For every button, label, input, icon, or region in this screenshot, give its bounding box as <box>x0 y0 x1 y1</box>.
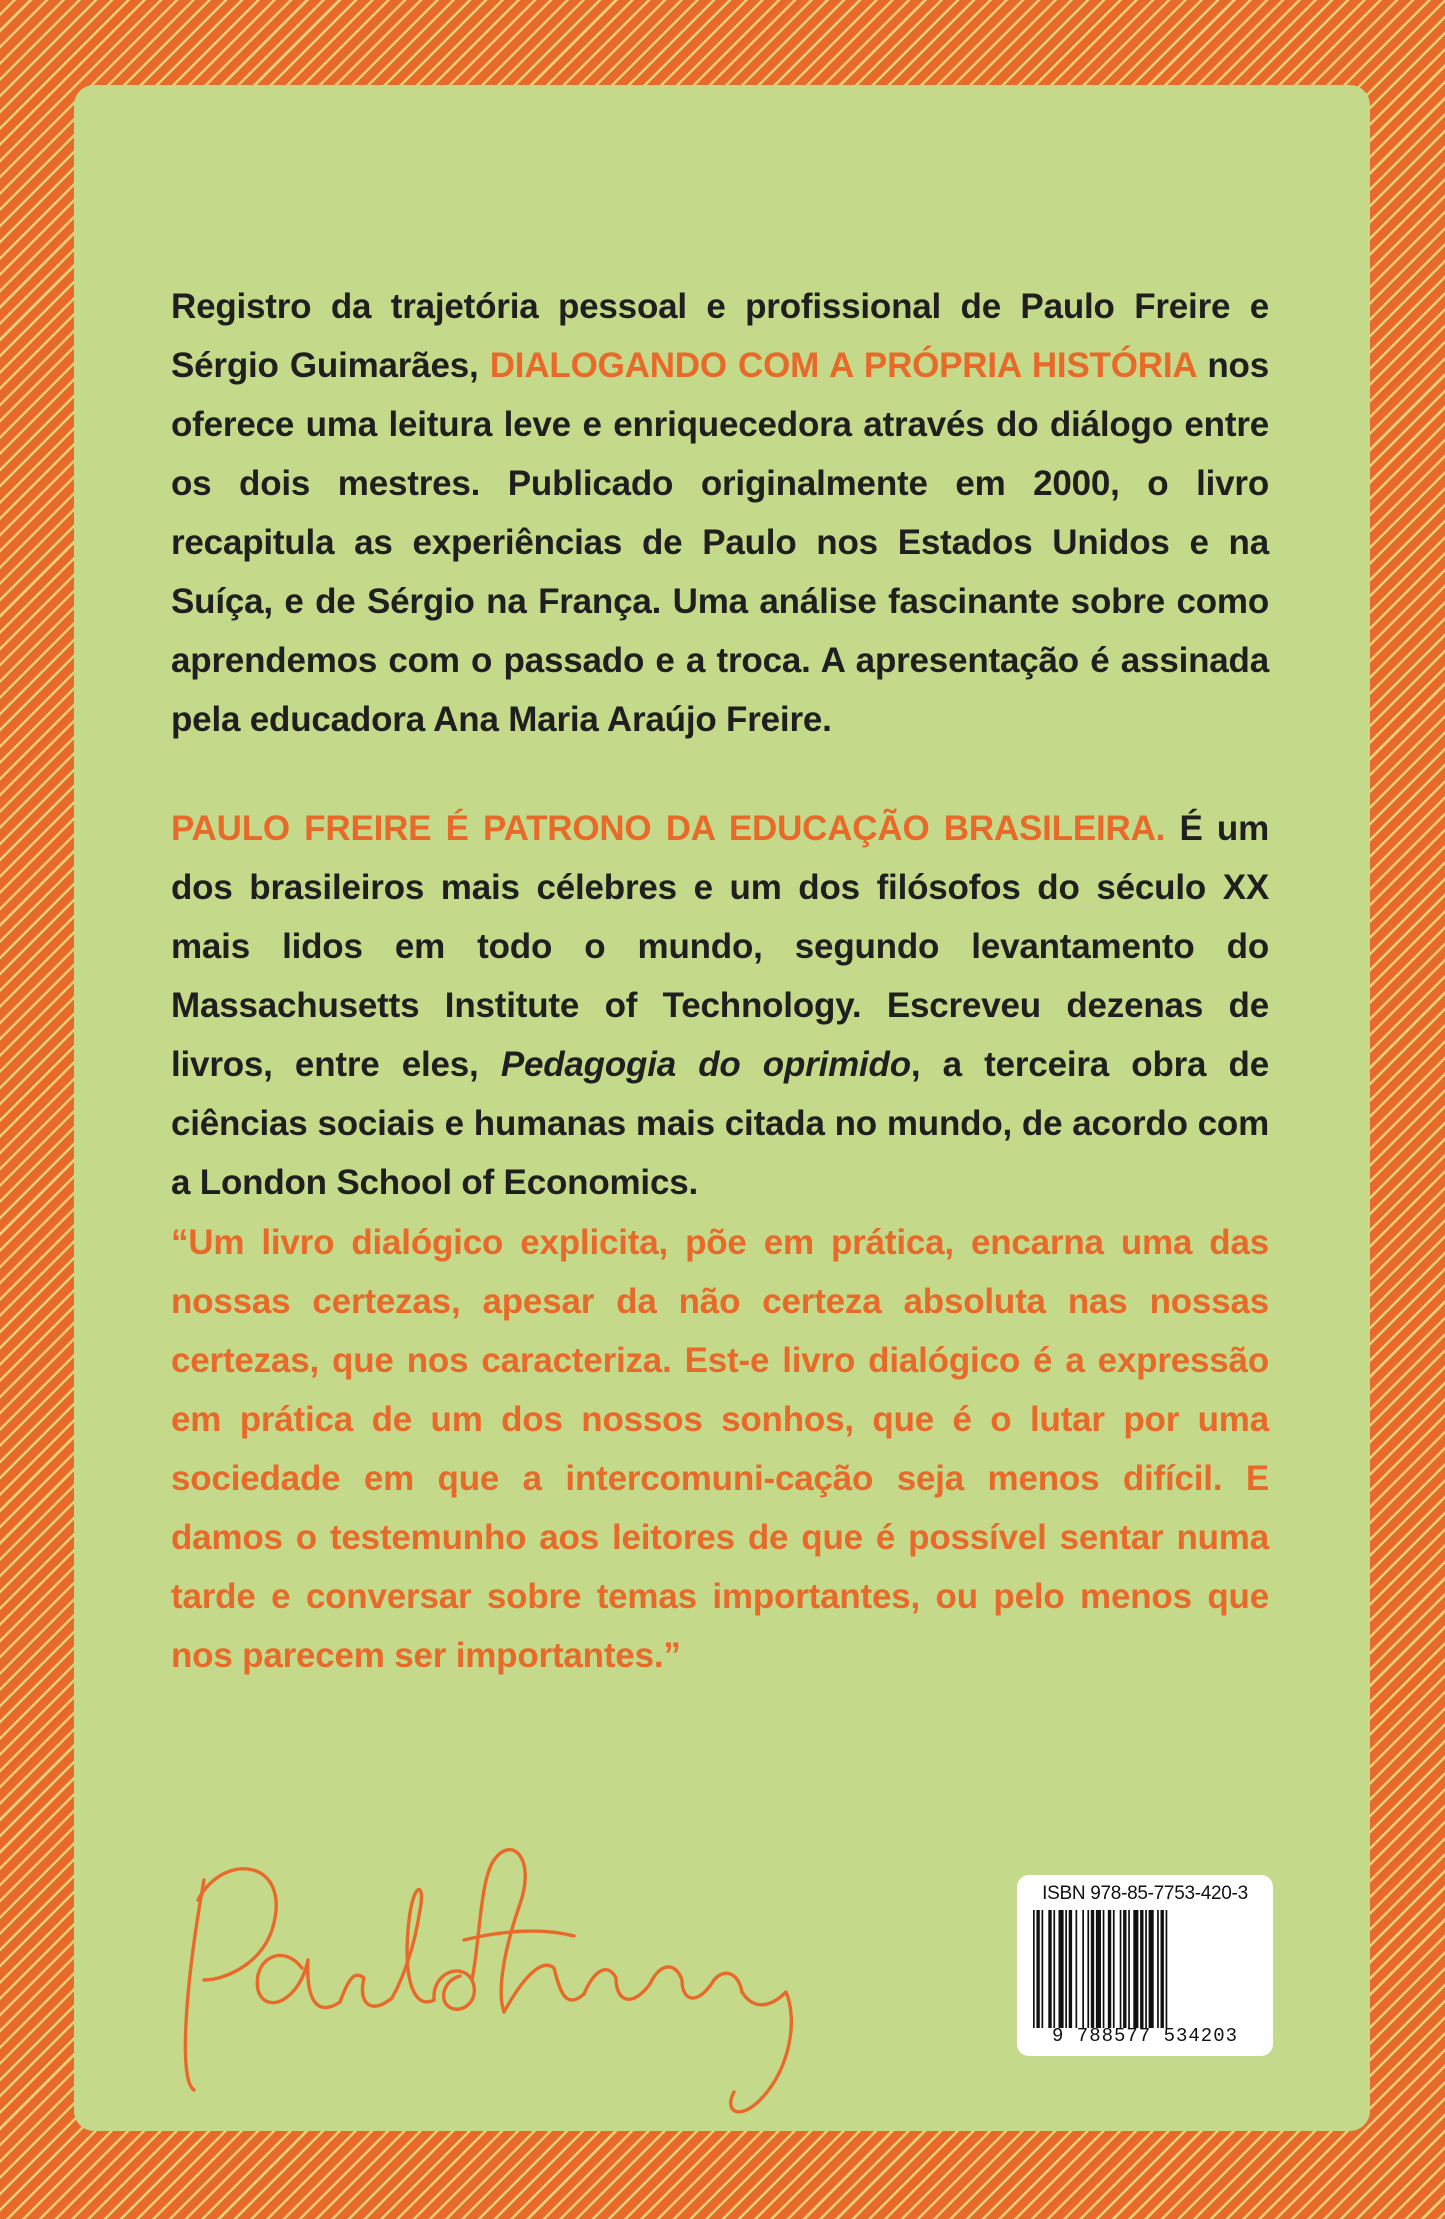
barcode-image <box>1031 1910 1259 2028</box>
author-paragraph <box>171 799 1269 1212</box>
patron-highlight: PAULO FREIRE É PATRONO DA EDUCAÇÃO BRASILEIRA. <box>171 809 1166 848</box>
isbn-barcode-box <box>1017 1875 1273 2056</box>
intro-text-start: Registro da trajetória pessoal e profissional de Paulo Freire e Sérgio Guimarães, <box>171 287 1269 385</box>
book-title-highlight: DIALOGANDO COM A PRÓPRIA HISTÓRIA <box>489 346 1197 385</box>
quote-paragraph: “Um livro dialógico explicita, põe em prática, encarna uma das nossas certezas, apesar da não certeza absoluta nas nossas certezas, que nos caracteriza. Est-e livro dialógico é a expressão em prática de um dos nossos sonhos, que é o lutar por uma sociedade em que a intercomuni-cação seja menos difícil. E damos o testemunho aos leitores de que é possível sentar numa tarde e conversar sobre temas importantes, ou pelo menos que nos parecem ser importantes.” <box>171 1223 1269 1675</box>
signature-image <box>164 1780 884 2160</box>
intro-paragraph <box>171 277 1269 749</box>
isbn-label: ISBN 978-85-7753-420-3 <box>1042 1883 1248 1904</box>
barcode-digits: 9 788577 534203 <box>1051 2025 1239 2047</box>
author-text-end: , a terceira obra de ciências sociais e humanas mais citada no mundo, de acordo com a London School of Economics. <box>171 1045 1269 1202</box>
book-reference-italic: Pedagogia do oprimido <box>500 1045 911 1084</box>
intro-text-end: nos oferece uma leitura leve e enriquecedora através do diálogo entre os dois mestres. Publicado originalmente em 2000, o livro recapitula as experiências de Paulo nos Estados Unidos e na Suíça, e de Sérgio na França. Uma análise fascinante sobre como aprendemos com o passado e a troca. A apresentação é assinada pela educadora Ana Maria Araújo Freire. <box>171 346 1269 739</box>
author-text-start: É um dos brasileiros mais célebres e um dos filósofos do século XX mais lidos em todo o mundo, segundo levantamento do Massachusetts Institute of Technology. Escreveu dezenas de livros, entre eles, <box>171 809 1269 1084</box>
back-cover-panel <box>74 85 1370 2131</box>
